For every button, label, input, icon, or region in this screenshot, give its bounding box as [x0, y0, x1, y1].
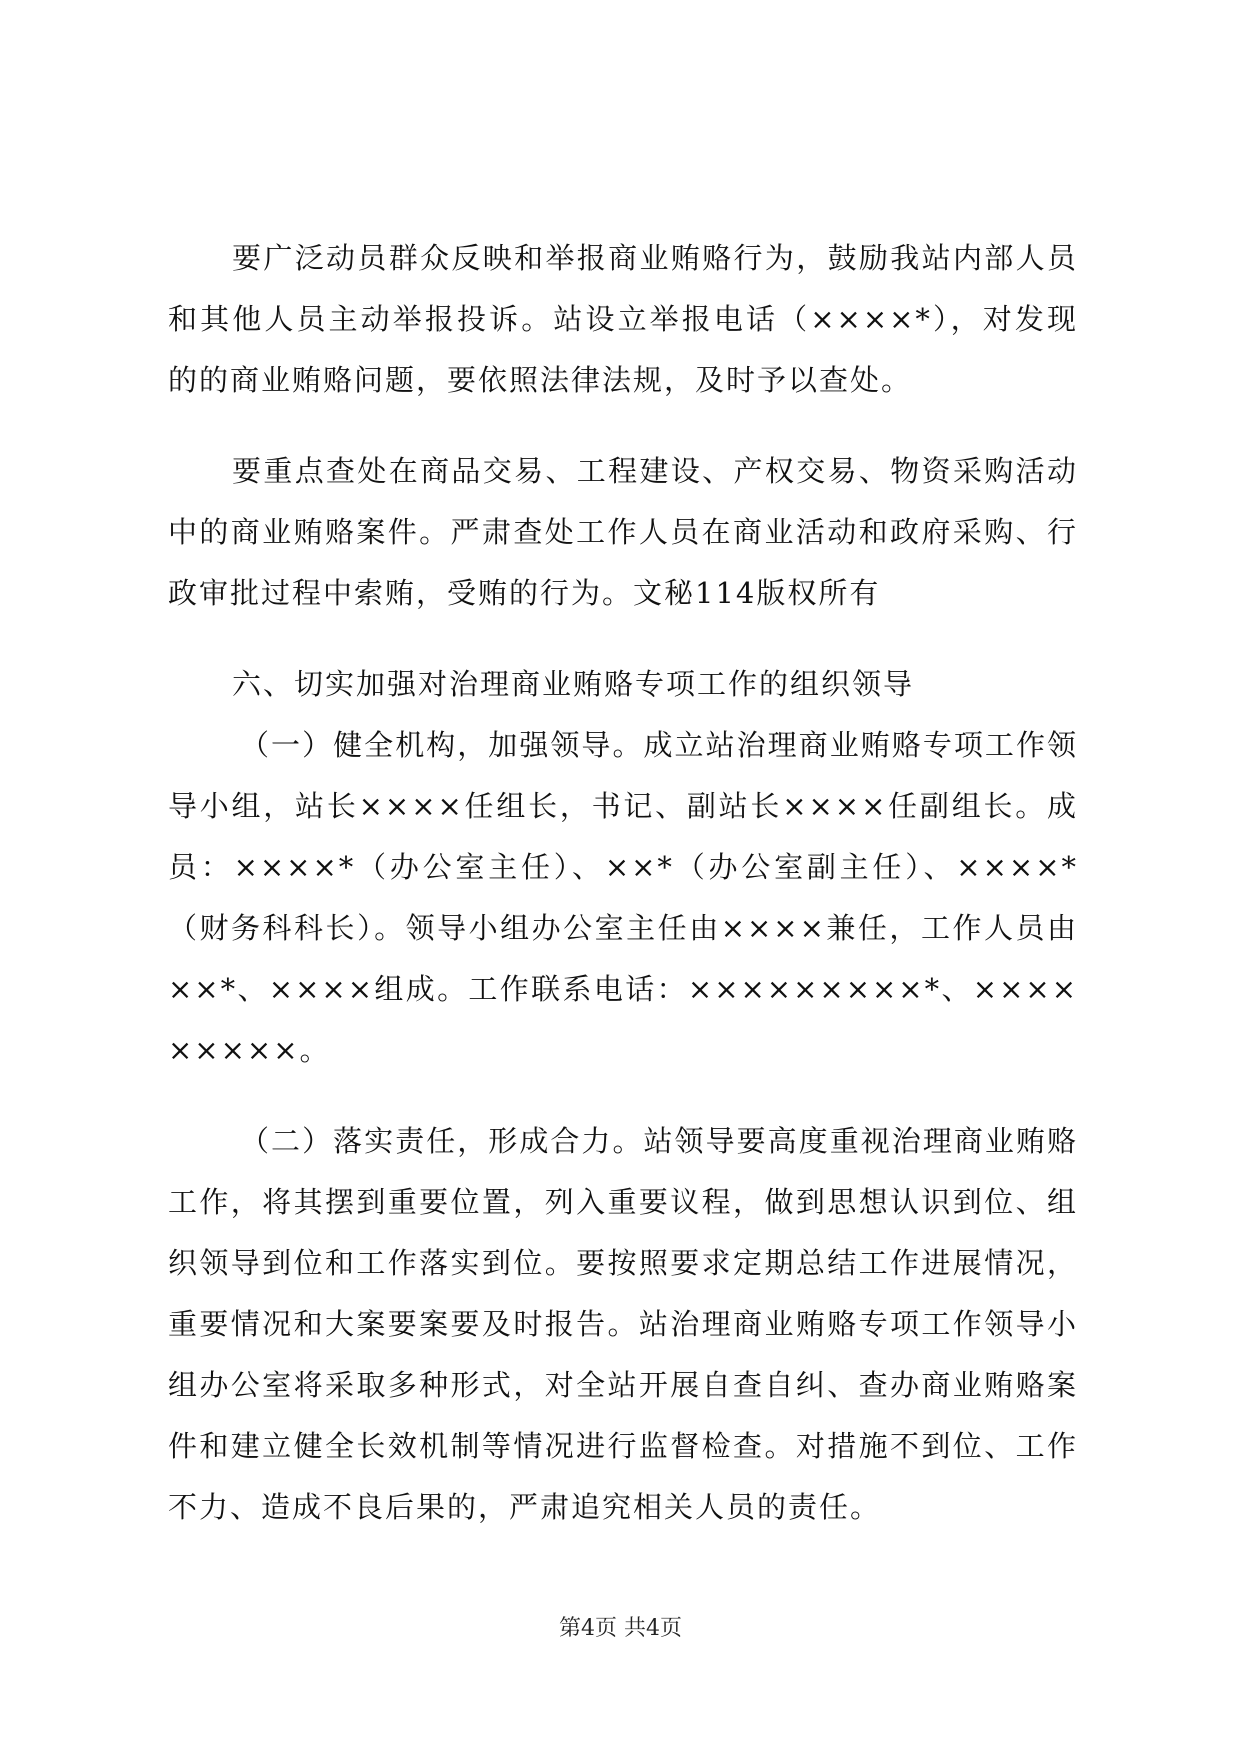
paragraph-reporting: 要广泛动员群众反映和举报商业贿赂行为，鼓励我站内部人员和其他人员主动举报投诉。站设立举报电话（××××*），对发现的的商业贿赂问题，要依照法律法规，及时予以查处。 [168, 241, 1078, 397]
paragraph-responsibility: （二）落实责任，形成合力。站领导要高度重视治理商业贿赂工作，将其摆到重要位置，列入重要议程，做到思想认识到位、组织领导到位和工作落实到位。要按照要求定期总结工作进展情况，重要情况和大案要案要及时报告。站治理商业贿赂专项工作领导小组办公室将采取多种形式，对全站开展自查自纠、查办商业贿赂案件和建立健全长效机制等情况进行监督检查。对措施不到位、工作不力、造成不良后果的，严肃追究相关人员的责任。 [168, 1124, 1078, 1524]
section-heading: 六、切实加强对治理商业贿赂专项工作的组织领导 [232, 667, 915, 701]
page-footer: 第4页 共4页 [559, 1616, 682, 1641]
paragraph-organization: （一）健全机构，加强领导。成立站治理商业贿赂专项工作领导小组，站长××××任组长，书记、副站长××××任副组长。成员：××××*（办公室主任）、××*（办公室副主任）、××××*（财务科科长）。领导小组办公室主任由××××兼任，工作人员由××*、××××组成。工作联系电话：×××××××××*、×××××××××。 [168, 728, 1078, 1067]
document-body [168, 228, 1078, 1568]
paragraph-investigation: 要重点查处在商品交易、工程建设、产权交易、物资采购活动中的商业贿赂案件。严肃查处工作人员在商业活动和政府采购、行政审批过程中索贿，受贿的行为。文秘114版权所有 [168, 454, 1078, 610]
